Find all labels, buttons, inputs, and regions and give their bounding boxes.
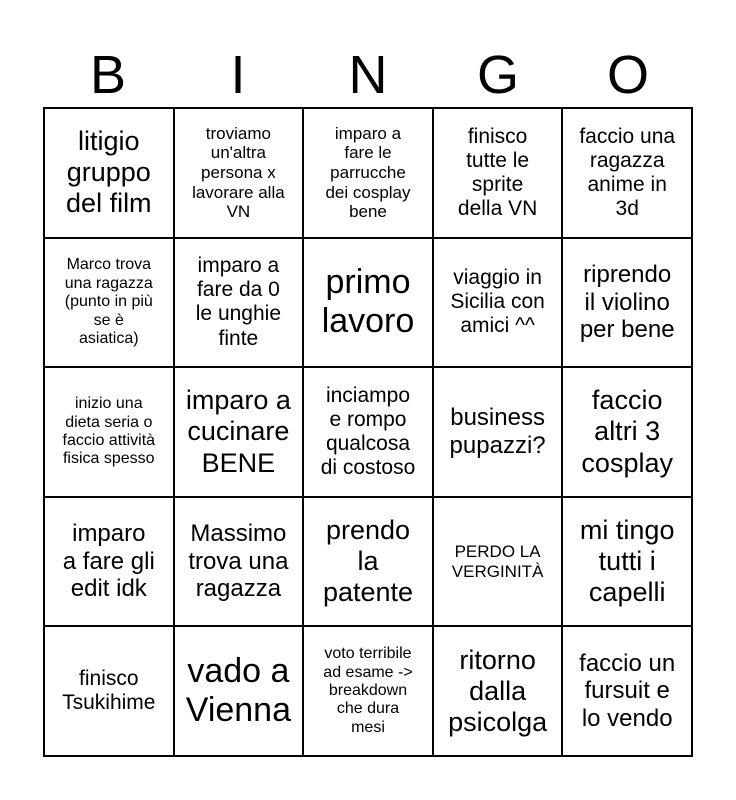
cell-text: imparo a fare gli edit idk <box>62 520 155 603</box>
bingo-cell[interactable] <box>434 109 564 239</box>
bingo-cell[interactable] <box>563 498 693 628</box>
bingo-cell[interactable] <box>45 109 175 239</box>
bingo-cell[interactable] <box>434 368 564 498</box>
bingo-cell[interactable] <box>304 368 434 498</box>
bingo-cell[interactable] <box>45 498 175 628</box>
cell-text: inciampo e rompo qualcosa di costoso <box>320 383 416 480</box>
bingo-cell[interactable] <box>434 627 564 757</box>
bingo-header <box>43 46 693 104</box>
cell-text: finisco Tsukihime <box>62 667 156 715</box>
cell-text: vado a Vienna <box>185 652 292 730</box>
cell-text: litigio gruppo del film <box>66 126 152 219</box>
bingo-cell[interactable] <box>45 239 175 369</box>
cell-text: Marco trova una ragazza (punto in più se è asiatica) <box>64 256 153 347</box>
cell-text: faccio una ragazza anime in 3d <box>579 124 676 220</box>
cell-text: finisco tutte le sprite della VN <box>457 124 538 220</box>
bingo-cell[interactable] <box>304 109 434 239</box>
bingo-cell[interactable] <box>434 498 564 628</box>
cell-text: faccio un fursuit e lo vendo <box>579 649 676 732</box>
cell-text: imparo a fare le parrucche dei cosplay bene <box>325 123 411 222</box>
cell-text: riprendo il violino per bene <box>579 261 675 344</box>
cell-text: business pupazzi? <box>449 404 546 459</box>
bingo-cell[interactable] <box>563 368 693 498</box>
bingo-board <box>43 107 693 757</box>
cell-text: PERDO LA VERGINITÀ <box>451 542 544 581</box>
header-letter-i: I <box>230 45 246 105</box>
header-letter-n: N <box>348 45 388 105</box>
header-letter-o: O <box>606 45 649 105</box>
cell-text: imparo a fare da 0 le unghie finte <box>195 254 282 350</box>
bingo-cell[interactable] <box>304 239 434 369</box>
header-letter-g: G <box>476 45 519 105</box>
bingo-cell[interactable] <box>175 498 305 628</box>
bingo-cell[interactable] <box>175 368 305 498</box>
cell-text: troviamo un'altra persona x lavorare alla VN <box>192 123 285 222</box>
cell-text: voto terribile ad esame -> breakdown che dura mesi <box>323 645 413 736</box>
cell-text: inizio una dieta seria o faccio attività fisica spesso <box>62 395 156 468</box>
bingo-cell[interactable] <box>563 239 693 369</box>
cell-text: prendo la patente <box>322 515 414 608</box>
bingo-cell[interactable] <box>45 627 175 757</box>
cell-text: ritorno dalla psicolga <box>448 644 548 737</box>
bingo-cell[interactable] <box>175 627 305 757</box>
cell-text: primo lavoro <box>321 263 415 341</box>
cell-text: Massimo trova una ragazza <box>188 520 289 603</box>
cell-text: viaggio in Sicilia con amici ^^ <box>450 266 545 338</box>
bingo-cell[interactable] <box>175 109 305 239</box>
bingo-cell[interactable] <box>304 627 434 757</box>
cell-text: imparo a cucinare BENE <box>185 385 291 478</box>
bingo-cell[interactable] <box>563 109 693 239</box>
bingo-cell[interactable] <box>175 239 305 369</box>
bingo-cell[interactable] <box>304 498 434 628</box>
cell-text: mi tingo tutti i capelli <box>579 515 675 608</box>
cell-text: faccio altri 3 cosplay <box>581 385 673 478</box>
header-letter-b: B <box>89 45 127 105</box>
bingo-cell[interactable] <box>563 627 693 757</box>
bingo-cell[interactable] <box>434 239 564 369</box>
bingo-cell[interactable] <box>45 368 175 498</box>
